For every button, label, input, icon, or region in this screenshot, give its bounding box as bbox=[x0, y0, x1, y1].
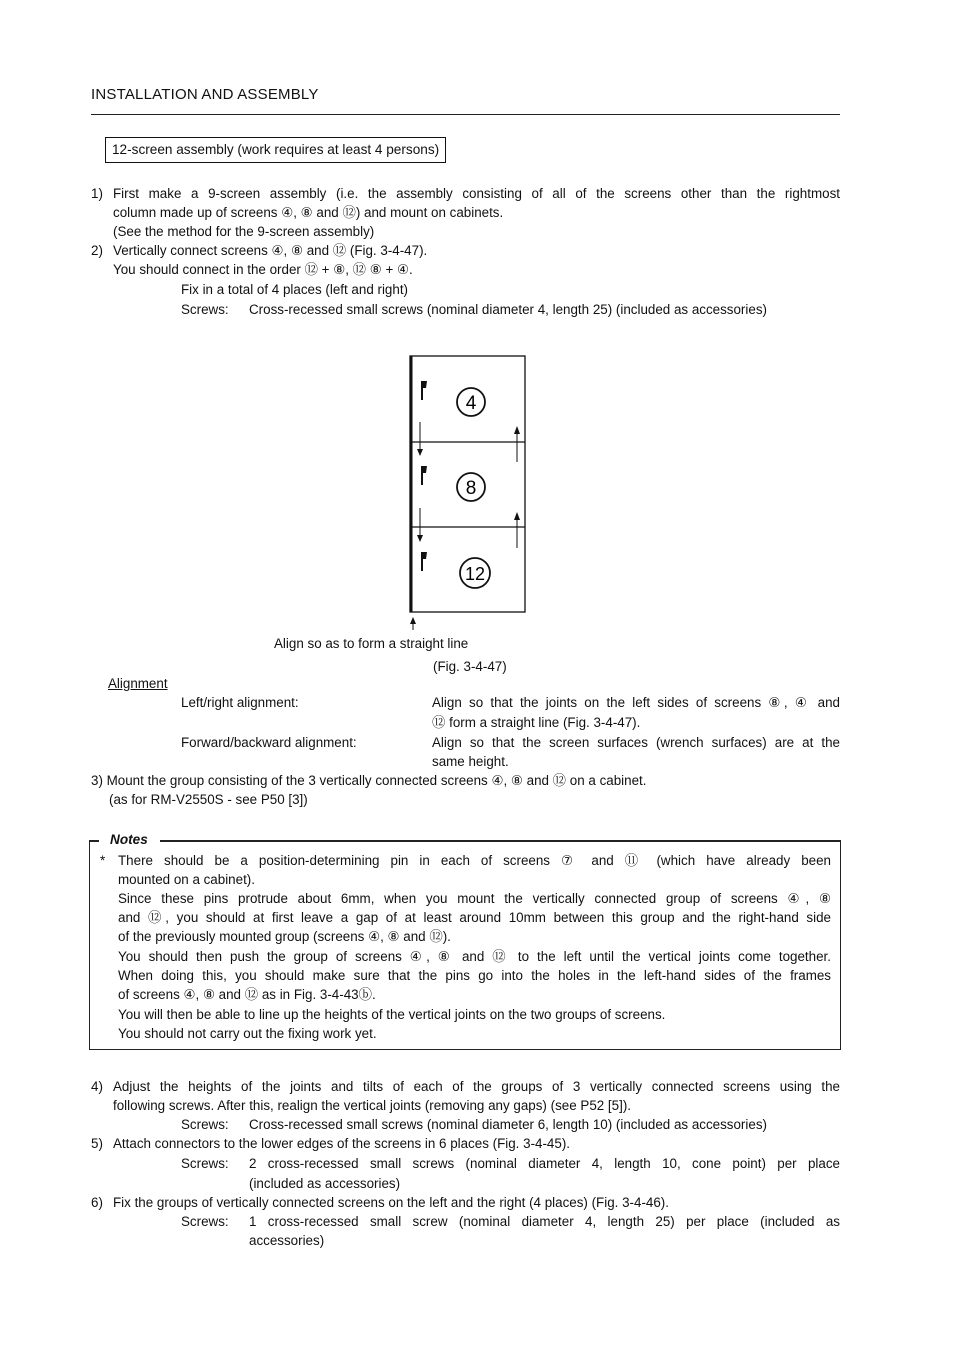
step-4-number: 4) bbox=[91, 1079, 103, 1094]
notes-bullet: * bbox=[100, 853, 106, 868]
step-6-number: 6) bbox=[91, 1195, 103, 1210]
page-header: INSTALLATION AND ASSEMBLY bbox=[91, 86, 319, 103]
notes-line-10: You should not carry out the fixing work yet. bbox=[118, 1026, 377, 1041]
step-5-screws-line-1: 2 cross-recessed small screws (nominal diameter 4, length 10, cone point) per place bbox=[249, 1156, 840, 1171]
notes-label: Notes bbox=[110, 832, 148, 847]
notes-line-8: of screens ④, ⑧ and ⑫ as in Fig. 3-4-43ⓑ. bbox=[118, 987, 376, 1002]
screen-8-label: 8 bbox=[465, 478, 477, 499]
notes-line-6: You should then push the group of screens ④, ⑧ and ⑫ to the left until the vertical joints come together. bbox=[118, 949, 831, 964]
alignment-lr-line-1: Align so that the joints on the left sides of screens ⑧, ④ and bbox=[432, 695, 840, 710]
screen-4-label: 4 bbox=[465, 393, 477, 414]
step-2-line-1: Vertically connect screens ④, ⑧ and ⑫ (Fig. 3-4-47). bbox=[113, 243, 428, 258]
step-2-screws: Cross-recessed small screws (nominal diameter 4, length 25) (included as accessories) bbox=[249, 302, 767, 317]
step-1-line-2: column made up of screens ④, ⑧ and ⑫) and mount on cabinets. bbox=[113, 205, 504, 220]
pin-3-icon bbox=[421, 552, 427, 571]
step-5-line-1: Attach connectors to the lower edges of the screens in 6 places (Fig. 3-4-45). bbox=[113, 1136, 571, 1151]
header-rule bbox=[91, 114, 840, 115]
step-4-screws: Cross-recessed small screws (nominal diameter 6, length 10) (included as accessories) bbox=[249, 1117, 767, 1132]
notes-line-5: of the previously mounted group (screens ④, ⑧ and ⑫). bbox=[118, 929, 451, 944]
alignment-heading: Alignment bbox=[108, 676, 168, 691]
step-5-screws-line-2: (included as accessories) bbox=[249, 1176, 401, 1191]
step-5-screws-label: Screws: bbox=[181, 1156, 229, 1171]
figure-screen-column bbox=[400, 350, 540, 630]
step-6-line-1: Fix the groups of vertically connected screens on the left and the right (4 places) (Fig. 3-4-46). bbox=[113, 1195, 669, 1210]
notes-line-4: and ⑫, you should at first leave a gap of at least around 10mm between this group and the right-hand side bbox=[118, 910, 831, 925]
step-4-screws-label: Screws: bbox=[181, 1117, 229, 1132]
figure-label: (Fig. 3-4-47) bbox=[433, 659, 507, 674]
step-4-line-1: Adjust the heights of the joints and tilts of each of the groups of 3 vertically connected screens using the bbox=[113, 1079, 840, 1094]
notes-line-3: Since these pins protrude about 6mm, when you mount the vertically connected group of screens ④, ⑧ bbox=[118, 891, 831, 906]
step-2-screws-label: Screws: bbox=[181, 302, 229, 317]
section-title: 12-screen assembly (work requires at least 4 persons) bbox=[105, 137, 446, 163]
step-5-number: 5) bbox=[91, 1136, 103, 1151]
pin-1-icon bbox=[421, 381, 427, 400]
step-2-number: 2) bbox=[91, 243, 103, 258]
step-2-line-2: You should connect in the order ⑫ + ⑧, ⑫ ⑧ + ④. bbox=[113, 262, 413, 277]
step-1-number: 1) bbox=[91, 186, 103, 201]
alignment-fb-line-1: Align so that the screen surfaces (wrench surfaces) are at the bbox=[432, 735, 840, 750]
step-6-screws-line-1: 1 cross-recessed small screw (nominal diameter 4, length 25) per place (included as bbox=[249, 1214, 840, 1229]
notes-line-1: There should be a position-determining pin in each of screens ⑦ and ⑪ (which have already been bbox=[118, 853, 831, 868]
step-6-screws-label: Screws: bbox=[181, 1214, 229, 1229]
step-6-screws-line-2: accessories) bbox=[249, 1233, 325, 1248]
step-1-line-1: First make a 9-screen assembly (i.e. the assembly consisting of all of the screens other than the rightmost bbox=[113, 186, 840, 201]
notes-line-2: mounted on a cabinet). bbox=[118, 872, 255, 887]
pin-2-icon bbox=[421, 466, 427, 485]
screen-12-label: 12 bbox=[464, 564, 486, 584]
notes-line-7: When doing this, you should make sure that the pins go into the holes in the left-hand sides of the frames bbox=[118, 968, 831, 983]
alignment-lr-line-2: ⑫ form a straight line (Fig. 3-4-47). bbox=[432, 715, 641, 730]
alignment-fb-line-2: same height. bbox=[432, 754, 509, 769]
step-3-line-2: (as for RM-V2550S - see P50 [3]) bbox=[109, 792, 308, 807]
figure-align-caption: Align so as to form a straight line bbox=[274, 636, 469, 651]
step-4-line-2: following screws. After this, realign the vertical joints (removing any gaps) (see P52 [5]). bbox=[113, 1098, 631, 1113]
notes-line-9: You will then be able to line up the heights of the vertical joints on the two groups of screens. bbox=[118, 1007, 666, 1022]
alignment-lr-label: Left/right alignment: bbox=[181, 695, 299, 710]
step-2-line-3: Fix in a total of 4 places (left and right) bbox=[181, 282, 409, 297]
step-1-line-3: (See the method for the 9-screen assembly) bbox=[113, 224, 375, 239]
alignment-fb-label: Forward/backward alignment: bbox=[181, 735, 357, 750]
step-3-line-1: 3) Mount the group consisting of the 3 vertically connected screens ④, ⑧ and ⑫ on a cabinet. bbox=[91, 773, 647, 788]
